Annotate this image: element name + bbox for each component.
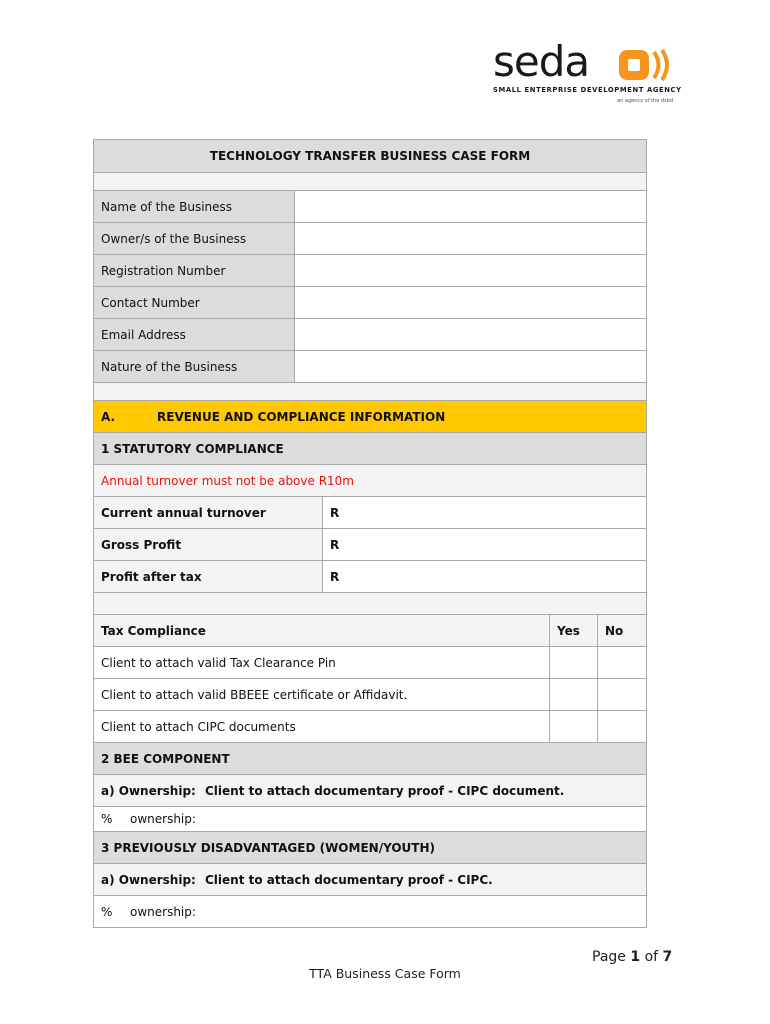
- pdi-ownership-row: [94, 864, 647, 896]
- contact-number-input[interactable]: [295, 287, 647, 319]
- current-turnover-label: Current annual turnover: [94, 497, 323, 529]
- pdi-percent-label: ownership:: [130, 904, 196, 919]
- logo-wordmark: seda: [493, 37, 590, 86]
- email-address-input[interactable]: [295, 319, 647, 351]
- business-case-form: [93, 139, 647, 928]
- registration-number-label: Registration Number: [94, 255, 295, 287]
- section-a-header: [94, 401, 647, 433]
- footer-doc-title: TTA Business Case Form: [309, 966, 461, 981]
- registration-number-input[interactable]: [295, 255, 647, 287]
- tax-clearance-no-cell[interactable]: [598, 647, 647, 679]
- page-total: 7: [662, 949, 673, 965]
- page-number: [592, 949, 672, 965]
- contact-number-label: Contact Number: [94, 287, 295, 319]
- page-word: Page: [592, 949, 626, 965]
- page-of: of: [644, 949, 659, 965]
- pdi-heading: 3 PREVIOUSLY DISADVANTAGED (WOMEN/YOUTH): [94, 832, 647, 864]
- current-turnover-input[interactable]: R: [323, 497, 647, 529]
- bee-ownership-percent-input[interactable]: [94, 807, 647, 832]
- gross-profit-input[interactable]: R: [323, 529, 647, 561]
- bbeee-certificate-no-cell[interactable]: [598, 679, 647, 711]
- cipc-documents-yes-cell[interactable]: [550, 711, 598, 743]
- business-nature-label: Nature of the Business: [94, 351, 295, 383]
- business-name-input[interactable]: [295, 191, 647, 223]
- pdi-percent-symbol: %: [101, 904, 113, 919]
- bee-ownership-label: a) Ownership:: [101, 783, 196, 798]
- tax-yes-header: Yes: [550, 615, 598, 647]
- tax-clearance-yes-cell[interactable]: [550, 647, 598, 679]
- gross-profit-label: Gross Profit: [94, 529, 323, 561]
- pdi-ownership-percent-input[interactable]: [94, 896, 647, 928]
- tax-clearance-label: Client to attach valid Tax Clearance Pin: [94, 647, 550, 679]
- spacer-row: [94, 593, 647, 615]
- bee-component-heading: 2 BEE COMPONENT: [94, 743, 647, 775]
- bbeee-certificate-label: Client to attach valid BBEEE certificate or Affidavit.: [94, 679, 550, 711]
- business-nature-input[interactable]: [295, 351, 647, 383]
- logo-agency-name: SMALL ENTERPRISE DEVELOPMENT AGENCY: [493, 86, 682, 94]
- business-owners-input[interactable]: [295, 223, 647, 255]
- pdi-ownership-text: Client to attach documentary proof - CIPC.: [205, 872, 493, 887]
- bee-percent-symbol: %: [101, 812, 113, 826]
- seda-logo: [493, 37, 682, 110]
- logo-mark-icon: [619, 48, 671, 84]
- tax-compliance-heading: Tax Compliance: [94, 615, 550, 647]
- section-a-letter: A.: [101, 409, 116, 424]
- cipc-documents-label: Client to attach CIPC documents: [94, 711, 550, 743]
- email-address-label: Email Address: [94, 319, 295, 351]
- business-owners-label: Owner/s of the Business: [94, 223, 295, 255]
- section-a-title: REVENUE AND COMPLIANCE INFORMATION: [157, 409, 446, 424]
- profit-after-tax-input[interactable]: R: [323, 561, 647, 593]
- bee-ownership-text: Client to attach documentary proof - CIPC document.: [205, 783, 565, 798]
- spacer-row: [94, 383, 647, 401]
- turnover-warning: Annual turnover must not be above R10m: [94, 465, 647, 497]
- tax-no-header: No: [598, 615, 647, 647]
- bee-percent-label: ownership:: [130, 812, 196, 826]
- spacer-row: [94, 173, 647, 191]
- form-title: TECHNOLOGY TRANSFER BUSINESS CASE FORM: [94, 140, 647, 173]
- logo-tagline: an agency of the dsbd: [617, 98, 673, 104]
- bbeee-certificate-yes-cell[interactable]: [550, 679, 598, 711]
- page-current: 1: [630, 949, 641, 965]
- bee-ownership-row: [94, 775, 647, 807]
- pdi-ownership-label: a) Ownership:: [101, 872, 196, 887]
- cipc-documents-no-cell[interactable]: [598, 711, 647, 743]
- statutory-compliance-heading: 1 STATUTORY COMPLIANCE: [94, 433, 647, 465]
- profit-after-tax-label: Profit after tax: [94, 561, 323, 593]
- business-name-label: Name of the Business: [94, 191, 295, 223]
